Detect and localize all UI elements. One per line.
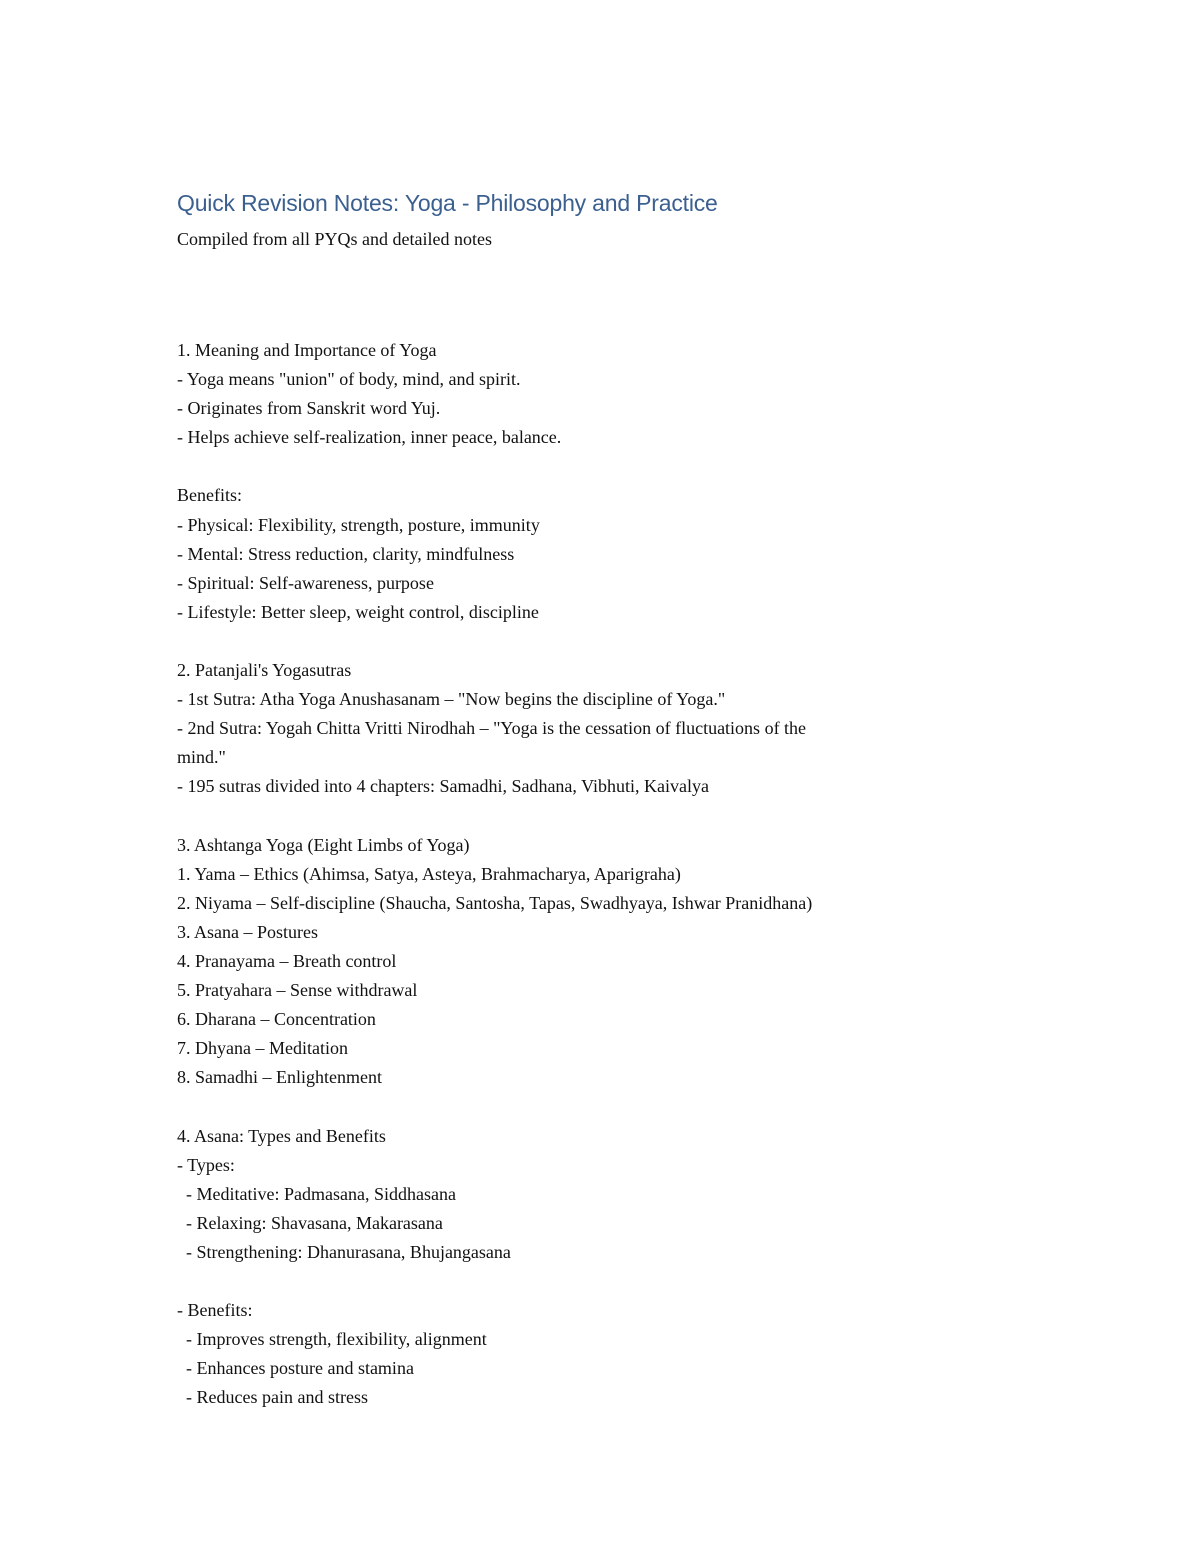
text-line: 5. Pratyahara – Sense withdrawal [177,980,418,1001]
text-line: mind." [177,747,226,768]
text-line: - Improves strength, flexibility, alignment [177,1329,487,1350]
document-body [177,336,1007,1412]
text-line: 3. Asana – Postures [177,921,318,942]
text-line: - 1st Sutra: Atha Yoga Anushasanam – "Now begins the discipline of Yoga." [177,689,726,710]
text-line: 2. Patanjali's Yogasutras [177,660,352,681]
text-line: - Benefits: [177,1300,253,1321]
text-line: - Strengthening: Dhanurasana, Bhujangasana [177,1241,511,1262]
text-line: 4. Asana: Types and Benefits [177,1125,386,1146]
text-line: - Yoga means "union" of body, mind, and spirit. [177,369,521,390]
blank-line [177,452,1007,481]
text-line: 1. Meaning and Importance of Yoga [177,340,437,360]
text-line: - Physical: Flexibility, strength, posture, immunity [177,514,540,535]
blank-line [177,1267,1007,1296]
document-subtitle: Compiled from all PYQs and detailed notes [177,229,492,249]
text-line: 6. Dharana – Concentration [177,1009,376,1030]
text-line: - Mental: Stress reduction, clarity, mindfulness [177,543,515,564]
text-line: - Lifestyle: Better sleep, weight control, discipline [177,601,539,622]
blank-line [177,627,1007,656]
text-line: - Relaxing: Shavasana, Makarasana [177,1212,443,1233]
text-line: - Types: [177,1154,235,1175]
text-line: - Helps achieve self-realization, inner peace, balance. [177,427,562,448]
text-line: - 2nd Sutra: Yogah Chitta Vritti Nirodhah – "Yoga is the cessation of fluctuations of the [177,718,807,739]
text-line: - Originates from Sanskrit word Yuj. [177,398,441,419]
blank-line [177,802,1007,831]
text-line: Benefits: [177,485,242,506]
blank-line [177,1092,1007,1121]
text-line: 8. Samadhi – Enlightenment [177,1067,382,1088]
text-line: 4. Pranayama – Breath control [177,950,397,971]
text-line: - Enhances posture and stamina [177,1358,414,1379]
text-line: 7. Dhyana – Meditation [177,1038,348,1059]
text-line: - 195 sutras divided into 4 chapters: Samadhi, Sadhana, Vibhuti, Kaivalya [177,776,709,797]
text-line: - Meditative: Padmasana, Siddhasana [177,1183,456,1204]
text-line: - Reduces pain and stress [177,1387,368,1408]
text-line: 1. Yama – Ethics (Ahimsa, Satya, Asteya, Brahmacharya, Aparigraha) [177,863,681,884]
document-title: Quick Revision Notes: Yoga - Philosophy and Practice [177,190,718,216]
text-line: 2. Niyama – Self-discipline (Shaucha, Santosha, Tapas, Swadhyaya, Ishwar Pranidhana) [177,892,813,913]
text-line: 3. Ashtanga Yoga (Eight Limbs of Yoga) [177,834,470,855]
text-line: - Spiritual: Self-awareness, purpose [177,572,434,593]
